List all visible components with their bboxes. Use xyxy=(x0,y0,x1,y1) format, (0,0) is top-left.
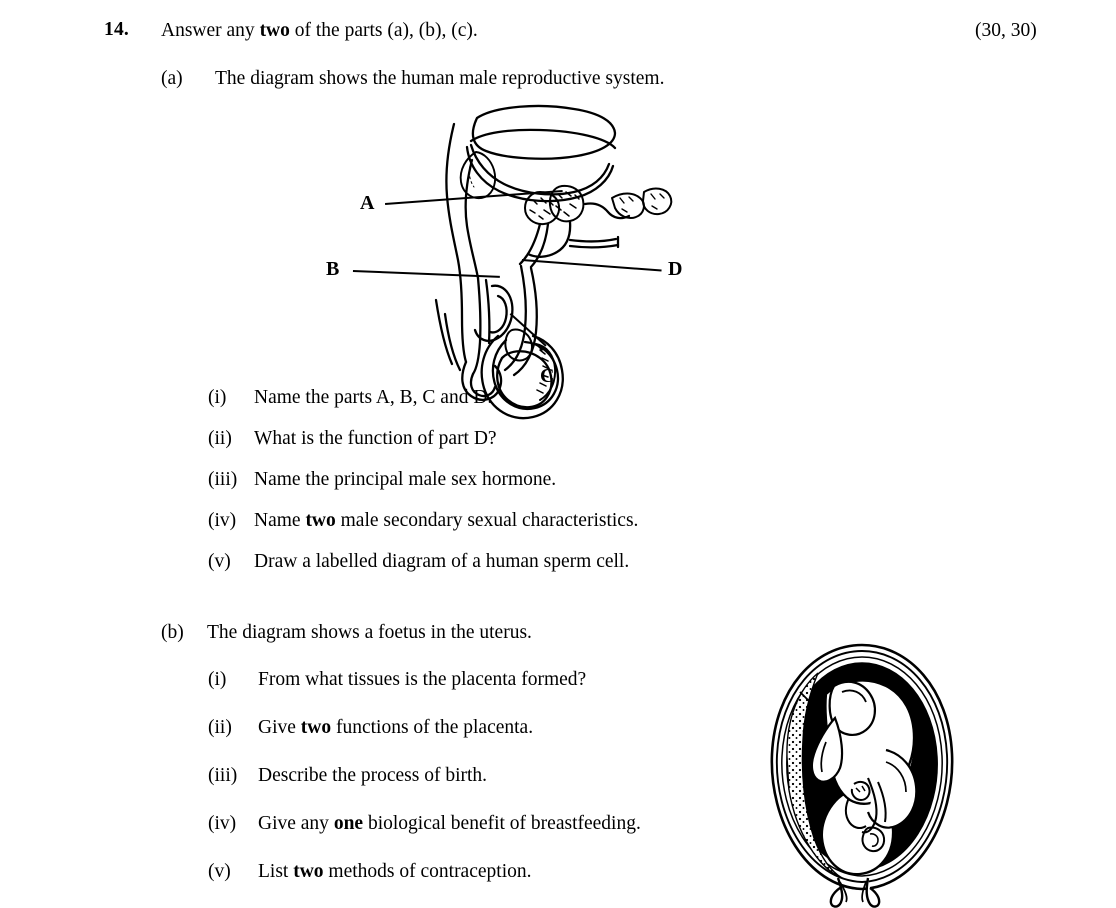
sub-item-text: What is the function of part D? xyxy=(254,428,497,449)
part-label-b: (b) xyxy=(161,622,184,643)
sub-item-numeral: (i) xyxy=(208,669,227,690)
diagram-label-b: B xyxy=(326,258,340,280)
sub-item-numeral: (v) xyxy=(208,861,231,882)
sub-item-text: Describe the process of birth. xyxy=(258,765,488,786)
sub-item-text: Give xyxy=(258,717,301,738)
sub-item-text-after: functions of the placenta. xyxy=(331,717,534,738)
sub-item-b-iii xyxy=(208,765,487,787)
sub-item-text-after: methods of contraception. xyxy=(323,861,532,882)
sub-item-text: Name the principal male sex hormone. xyxy=(254,469,557,490)
sub-item-text: From what tissues is the placenta formed? xyxy=(258,669,587,690)
sub-item-bold: one xyxy=(333,813,364,834)
sub-item-numeral: (iv) xyxy=(208,813,237,834)
sub-item-bold: two xyxy=(305,510,336,531)
diagram-label-d: D xyxy=(668,258,683,280)
sub-item-numeral: (v) xyxy=(208,551,231,572)
question-stem-prefix: Answer any xyxy=(161,20,260,41)
marks-allocation: (30, 30) xyxy=(975,20,1037,41)
sub-item-text: List xyxy=(258,861,294,882)
sub-item-text: Name xyxy=(254,510,306,531)
sub-item-a-iv xyxy=(208,510,638,532)
sub-item-a-v xyxy=(208,551,629,573)
diagram-label-a: A xyxy=(360,192,375,214)
sub-item-numeral: (iv) xyxy=(208,510,237,531)
sub-item-text: Name the parts A, B, C and D. xyxy=(254,387,493,408)
sub-item-text-after: male secondary sexual characteristics. xyxy=(335,510,639,531)
sub-item-b-v xyxy=(208,861,532,883)
question-stem-bold: two xyxy=(259,20,290,41)
sub-item-numeral: (iii) xyxy=(208,469,238,490)
sub-item-text-after: biological benefit of breastfeeding. xyxy=(363,813,641,834)
human-male-reproductive-system-diagram xyxy=(240,100,710,390)
part-label-a: (a) xyxy=(161,68,183,89)
part-intro-b: The diagram shows a foetus in the uterus. xyxy=(207,622,532,643)
diagram-label-c: C xyxy=(540,365,555,387)
sub-item-b-iv xyxy=(208,813,641,835)
sub-item-a-i xyxy=(208,387,492,409)
sub-item-bold: two xyxy=(293,861,324,882)
foetus-in-uterus-diagram xyxy=(756,642,968,908)
sub-item-a-iii xyxy=(208,469,556,491)
sub-item-numeral: (ii) xyxy=(208,428,232,449)
sub-item-numeral: (iii) xyxy=(208,765,238,786)
sub-item-a-ii xyxy=(208,428,497,450)
question-stem-suffix: of the parts (a), (b), (c). xyxy=(289,20,478,41)
question-stem xyxy=(161,20,478,42)
sub-item-text: Draw a labelled diagram of a human sperm cell. xyxy=(254,551,630,572)
sub-item-bold: two xyxy=(300,717,332,738)
sub-item-numeral: (i) xyxy=(208,387,227,408)
sub-item-numeral: (ii) xyxy=(208,717,232,738)
sub-item-text: Give any xyxy=(258,813,334,834)
sub-item-b-ii xyxy=(208,717,533,739)
question-number: 14. xyxy=(104,19,129,40)
sub-item-b-i xyxy=(208,669,586,691)
part-intro-a: The diagram shows the human male reproductive system. xyxy=(215,68,665,89)
